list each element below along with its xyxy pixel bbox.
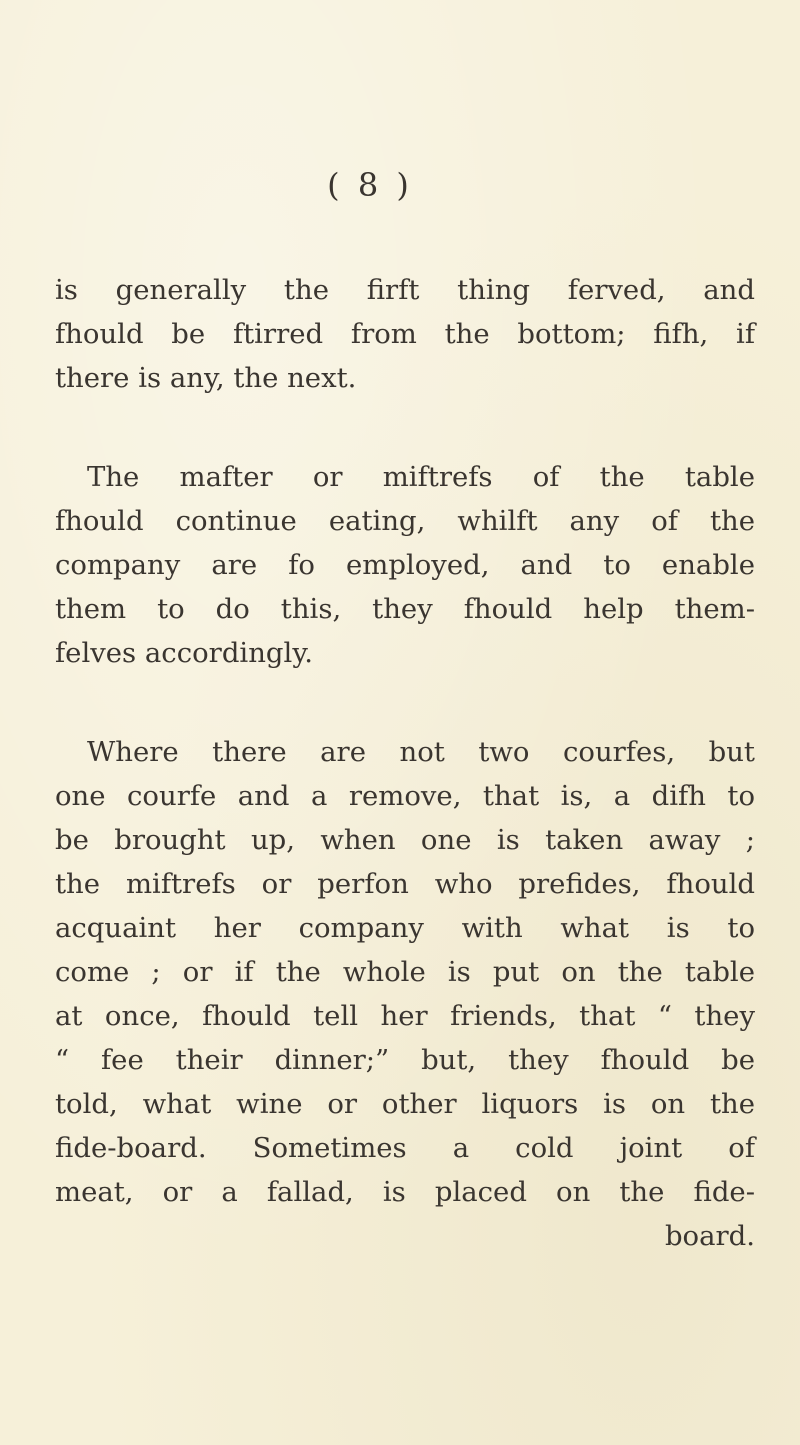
text-line: told, what wine or other liquors is on the <box>55 1088 755 1120</box>
text-line: fhould continue eating, whilft any of the <box>55 505 755 537</box>
text-line: fide-board. Sometimes a cold joint of <box>55 1132 755 1164</box>
text-line: them to do this, they fhould help them- <box>55 593 755 625</box>
text-line: meat, or a fallad, is placed on the fide- <box>55 1176 755 1208</box>
text-line: the miftrefs or perfon who prefides, fhould <box>55 868 755 900</box>
text-line: company are fo employed, and to enable <box>55 549 755 581</box>
text-line: board. <box>664 1220 755 1252</box>
text-line: Where there are not two courfes, but <box>87 736 755 768</box>
paragraph-3 <box>55 730 755 1258</box>
text-line: The mafter or miftrefs of the table <box>87 461 755 493</box>
text-line: is generally the firft thing ferved, and <box>55 274 755 306</box>
paragraph-2 <box>55 455 755 675</box>
text-line: come ; or if the whole is put on the table <box>55 956 755 988</box>
text-line: at once, fhould tell her friends, that “ they <box>55 1000 755 1032</box>
text-line: “ fee their dinner;” but, they fhould be <box>55 1044 755 1076</box>
text-line: one courfe and a remove, that is, a difh to <box>55 780 755 812</box>
text-line: acquaint her company with what is to <box>55 912 755 944</box>
text-line: there is any, the next. <box>55 362 357 394</box>
text-line: be brought up, when one is taken away ; <box>55 824 755 856</box>
page-number: ( 8 ) <box>327 166 413 204</box>
text-line: fhould be ftirred from the bottom; fifh, if <box>55 318 755 350</box>
paragraph-1 <box>55 268 755 400</box>
text-line: felves accordingly. <box>55 637 313 669</box>
